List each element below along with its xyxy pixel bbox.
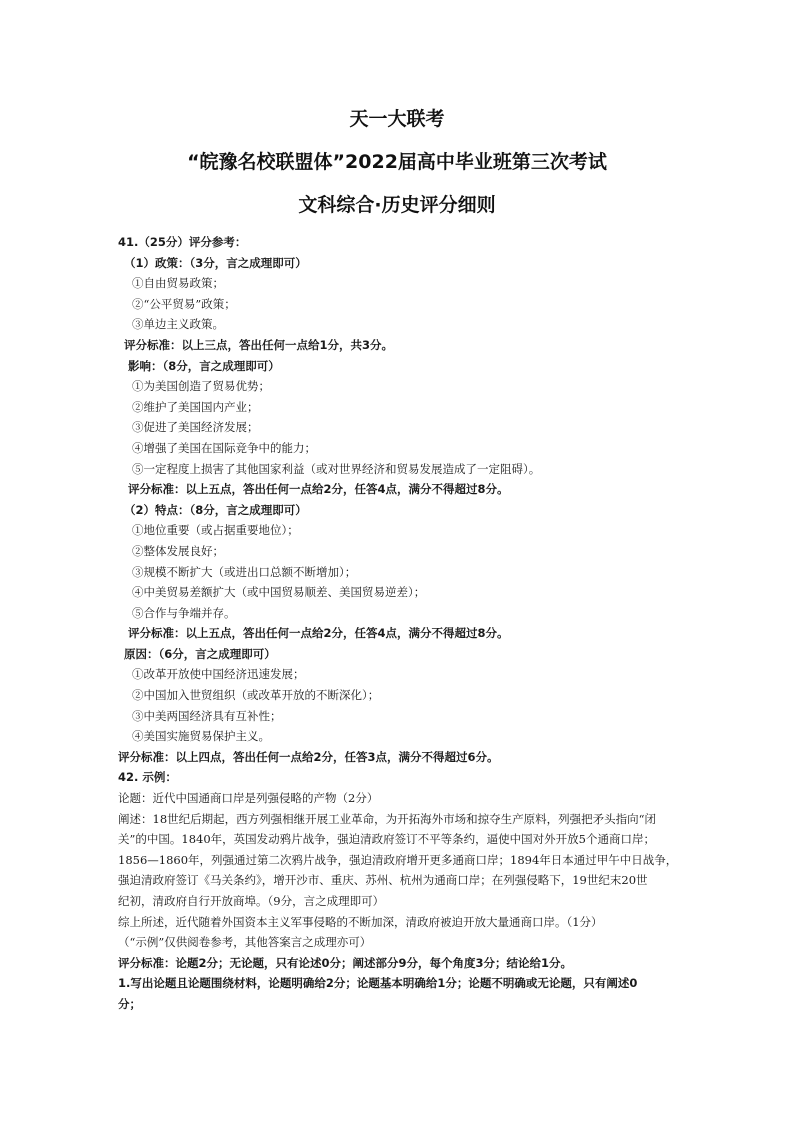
list-item: ②中国加入世贸组织（或改革开放的不断深化）；	[132, 688, 380, 703]
list-item: ③规模不断扩大（或进出口总额不断增加）；	[132, 564, 357, 579]
answer-content	[118, 232, 678, 1015]
list-item: ③单边主义政策。	[132, 317, 224, 332]
q42-thesis: 论题：近代中国通商口岸是列强侵略的产物（2分）	[118, 791, 379, 806]
q41-part1-impact-criteria: 评分标准：以上五点，答出任何一点给2分，任答4点，满分不得超过8分。	[128, 482, 509, 497]
q42-argument-line: 关”的中国。1840年，英国发动鸦片战争，强迫清政府签订不平等条约，逼使中国对外开放5个通商口岸；	[118, 832, 655, 847]
q42-argument-line: 强迫清政府签订《马关条约》，增开沙市、重庆、苏州、杭州为通商口岸；在列强侵略下，19世纪末20世	[118, 873, 648, 888]
list-item: ①为美国创造了贸易优势；	[132, 379, 270, 394]
exam-union-title: 天一大联考	[349, 108, 445, 130]
list-item: ①地位重要（或占据重要地位）；	[132, 523, 299, 538]
q41-part1-impact-title: 影响：（8分，言之成理即可）	[128, 358, 280, 373]
q42-argument-line: 阐述：18世纪后期起，西方列强相继开展工业革命，为开拓海外市场和掠夺生产原料，列强把矛头指向“闭	[118, 811, 657, 826]
q41-part2-title: （2）特点：（8分，言之成理即可）	[124, 502, 307, 517]
q42-criteria: 评分标准：论题2分；无论题，只有论述0分；阐述部分9分，每个角度3分；结论给1分。	[118, 955, 573, 970]
exam-name-title: “皖豫名校联盟体”2022届高中毕业班第三次考试	[187, 151, 607, 173]
q41-part1-title: （1）政策：（3分，言之成理即可）	[124, 255, 307, 270]
q42-argument-line: 纪初，清政府自行开放商埠。（9分，言之成理即可）	[118, 894, 385, 908]
list-item: ③促进了美国经济发展；	[132, 420, 259, 435]
q42-heading: 42. 示例：	[118, 770, 177, 785]
q41-part1-criteria: 评分标准：以上三点，答出任何一点给1分，共3分。	[124, 337, 394, 352]
q41-part2-criteria: 评分标准：以上五点，答出任何一点给2分，任答4点，满分不得超过8分。	[128, 626, 509, 641]
q42-note: （“示例”仅供阅卷参考，其他答案言之成理亦可）	[118, 935, 372, 950]
list-item: ②维护了美国国内产业；	[132, 399, 259, 414]
list-item: ⑤合作与争端并存。	[132, 605, 236, 620]
q41-part2-reason-title: 原因：（6分，言之成理即可）	[124, 646, 276, 661]
list-item: ⑤一定程度上损害了其他国家利益（或对世界经济和贸易发展造成了一定阻碍）。	[132, 461, 541, 476]
q42-conclusion: 综上所述，近代随着外国资本主义军事侵略的不断加深，清政府被迫开放大量通商口岸。（1分）	[118, 914, 603, 929]
q41-heading: 41.（25分）评分参考：	[118, 235, 247, 249]
list-item: ④美国实施贸易保护主义。	[132, 729, 270, 744]
list-item: ④增强了美国在国际竞争中的能力；	[132, 440, 316, 455]
list-item: ④中美贸易差额扩大（或中国贸易顺差、美国贸易逆差）；	[132, 585, 426, 600]
q42-argument-line: 1856—1860年，列强通过第二次鸦片战争，强迫清政府增开更多通商口岸；1894年日本通过甲午中日战争，	[118, 852, 678, 867]
list-item: ②“公平贸易”政策；	[132, 296, 236, 311]
list-item: ①改革开放使中国经济迅速发展；	[132, 667, 305, 682]
q41-part2-reason-criteria: 评分标准：以上四点，答出任何一点给2分，任答3点，满分不得超过6分。	[118, 749, 499, 764]
list-item: ①自由贸易政策；	[132, 276, 224, 291]
list-item: ②整体发展良好；	[132, 543, 224, 558]
list-item: ③中美两国经济具有互补性；	[132, 708, 282, 723]
subject-title: 文科综合·历史评分细则	[298, 194, 496, 216]
q42-rule1-line: 1.写出论题且论题围绕材料，论题明确给2分；论题基本明确给1分；论题不明确或无论题，只有阐述0	[118, 976, 638, 991]
q42-rule1-line: 分；	[118, 996, 141, 1011]
